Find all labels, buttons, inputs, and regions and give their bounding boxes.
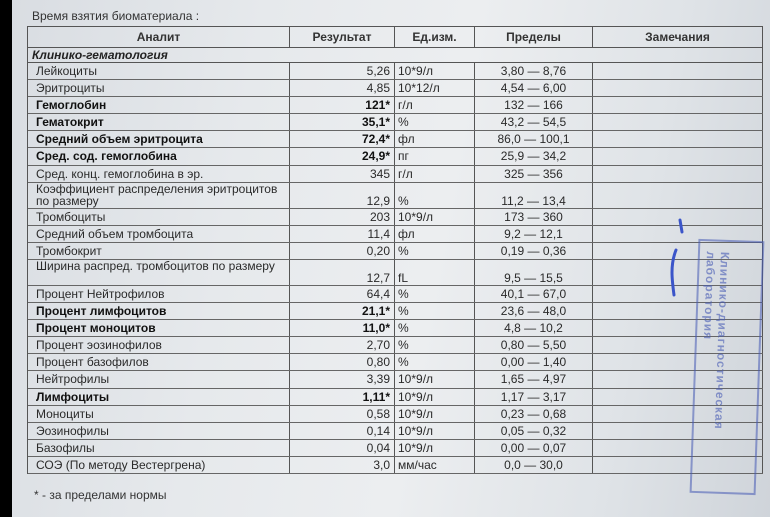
result-value: 12,7 — [290, 260, 395, 285]
result-value: 64,4 — [290, 286, 395, 302]
col-range: Пределы — [475, 27, 593, 47]
table-row — [28, 183, 763, 209]
reference-range: 1,65 — 4,97 — [475, 371, 593, 387]
table-header — [28, 27, 763, 48]
reference-range: 4,54 — 6,00 — [475, 80, 593, 96]
notes-cell — [593, 148, 763, 164]
reference-range: 40,1 — 67,0 — [475, 286, 593, 302]
unit-value: 10*9/л — [395, 371, 475, 387]
analyte-name: Сред. конц. гемоглобина в эр. — [28, 166, 290, 182]
result-value: 21,1* — [290, 303, 395, 319]
reference-range: 9,2 — 12,1 — [475, 226, 593, 242]
table-row — [28, 286, 763, 303]
reference-range: 11,2 — 13,4 — [475, 183, 593, 208]
col-analyte: Аналит — [28, 27, 290, 47]
reference-range: 3,80 — 8,76 — [475, 63, 593, 79]
analyte-name: Базофилы — [28, 440, 290, 456]
unit-value: 10*9/л — [395, 423, 475, 439]
analyte-name: Средний объем эритроцита — [28, 131, 290, 147]
unit-value: 10*9/л — [395, 406, 475, 422]
result-value: 24,9* — [290, 148, 395, 164]
notes-cell — [593, 166, 763, 182]
table-row — [28, 166, 763, 183]
unit-value: мм/час — [395, 457, 475, 473]
col-notes: Замечания — [593, 27, 763, 47]
unit-value: фл — [395, 226, 475, 242]
analyte-name: Эритроциты — [28, 80, 290, 96]
table-row — [28, 303, 763, 320]
result-value: 345 — [290, 166, 395, 182]
result-value: 1,11* — [290, 389, 395, 405]
reference-range: 23,6 — 48,0 — [475, 303, 593, 319]
result-value: 0,20 — [290, 243, 395, 259]
notes-cell — [593, 183, 763, 208]
notes-cell — [593, 63, 763, 79]
table-row — [28, 148, 763, 165]
table-row — [28, 63, 763, 80]
analyte-name: Моноциты — [28, 406, 290, 422]
result-value: 3,39 — [290, 371, 395, 387]
unit-value: % — [395, 243, 475, 259]
footnote: * - за пределами нормы — [34, 488, 167, 502]
unit-value: % — [395, 354, 475, 370]
result-value: 11,4 — [290, 226, 395, 242]
reference-range: 173 — 360 — [475, 209, 593, 225]
results-table — [27, 26, 763, 474]
notes-cell — [593, 97, 763, 113]
analyte-name: СОЭ (По методу Вестергрена) — [28, 457, 290, 473]
reference-range: 0,00 — 0,07 — [475, 440, 593, 456]
table-row — [28, 131, 763, 148]
reference-range: 132 — 166 — [475, 97, 593, 113]
table-row — [28, 440, 763, 457]
reference-range: 4,8 — 10,2 — [475, 320, 593, 336]
result-value: 4,85 — [290, 80, 395, 96]
reference-range: 0,0 — 30,0 — [475, 457, 593, 473]
col-result: Результат — [290, 27, 395, 47]
reference-range: 325 — 356 — [475, 166, 593, 182]
analyte-name: Нейтрофилы — [28, 371, 290, 387]
lab-stamp — [690, 239, 765, 495]
analyte-name: Гематокрит — [28, 114, 290, 130]
result-value: 72,4* — [290, 131, 395, 147]
analyte-name: Гемоглобин — [28, 97, 290, 113]
result-value: 0,58 — [290, 406, 395, 422]
analyte-name: Тромбоциты — [28, 209, 290, 225]
unit-value: 10*9/л — [395, 389, 475, 405]
sample-time-label: Время взятия биоматериала : — [32, 9, 200, 23]
table-row — [28, 423, 763, 440]
notes-cell — [593, 131, 763, 147]
table-row — [28, 243, 763, 260]
reference-range: 0,19 — 0,36 — [475, 243, 593, 259]
analyte-name: Лимфоциты — [28, 389, 290, 405]
analyte-name: Процент Нейтрофилов — [28, 286, 290, 302]
table-row — [28, 457, 763, 474]
result-value: 121* — [290, 97, 395, 113]
reference-range: 1,17 — 3,17 — [475, 389, 593, 405]
reference-range: 0,00 — 1,40 — [475, 354, 593, 370]
unit-value: 10*12/л — [395, 80, 475, 96]
reference-range: 43,2 — 54,5 — [475, 114, 593, 130]
unit-value: г/л — [395, 166, 475, 182]
unit-value: % — [395, 303, 475, 319]
reference-range: 86,0 — 100,1 — [475, 131, 593, 147]
table-row — [28, 371, 763, 388]
table-row — [28, 226, 763, 243]
analyte-name: Ширина распред. тромбоцитов по размеру — [28, 260, 290, 285]
notes-cell — [593, 80, 763, 96]
result-value: 0,14 — [290, 423, 395, 439]
results-rows — [28, 63, 763, 474]
unit-value: % — [395, 337, 475, 353]
lab-report-sheet — [12, 0, 770, 517]
unit-value: % — [395, 320, 475, 336]
result-value: 203 — [290, 209, 395, 225]
result-value: 35,1* — [290, 114, 395, 130]
unit-value: 10*9/л — [395, 440, 475, 456]
result-value: 11,0* — [290, 320, 395, 336]
unit-value: фл — [395, 131, 475, 147]
analyte-name: Процент базофилов — [28, 354, 290, 370]
result-value: 0,80 — [290, 354, 395, 370]
unit-value: 10*9/л — [395, 209, 475, 225]
stamp-text: Клинико-диагностическая лаборатория — [700, 251, 733, 430]
result-value: 0,04 — [290, 440, 395, 456]
unit-value: г/л — [395, 97, 475, 113]
reference-range: 0,23 — 0,68 — [475, 406, 593, 422]
table-row — [28, 354, 763, 371]
analyte-name: Процент лимфоцитов — [28, 303, 290, 319]
unit-value: % — [395, 183, 475, 208]
analyte-name: Сред. сод. гемоглобина — [28, 148, 290, 164]
table-row — [28, 389, 763, 406]
result-value: 12,9 — [290, 183, 395, 208]
analyte-name: Эозинофилы — [28, 423, 290, 439]
reference-range: 0,05 — 0,32 — [475, 423, 593, 439]
table-row — [28, 260, 763, 286]
analyte-name: Тромбокрит — [28, 243, 290, 259]
analyte-name: Средний объем тромбоцита — [28, 226, 290, 242]
table-row — [28, 406, 763, 423]
analyte-name: Процент эозинофилов — [28, 337, 290, 353]
table-row — [28, 80, 763, 97]
unit-value: пг — [395, 148, 475, 164]
section-title: Клинико-гематология — [28, 48, 763, 63]
col-unit: Ед.изм. — [395, 27, 475, 47]
result-value: 3,0 — [290, 457, 395, 473]
table-row — [28, 209, 763, 226]
unit-value: % — [395, 286, 475, 302]
unit-value: % — [395, 114, 475, 130]
table-row — [28, 114, 763, 131]
unit-value: 10*9/л — [395, 63, 475, 79]
pen-mark-icon — [662, 210, 692, 300]
table-row — [28, 97, 763, 114]
result-value: 2,70 — [290, 337, 395, 353]
result-value: 5,26 — [290, 63, 395, 79]
analyte-name: Лейкоциты — [28, 63, 290, 79]
notes-cell — [593, 114, 763, 130]
analyte-name: Коэффициент распределения эритроцитов по размеру — [28, 183, 290, 208]
reference-range: 0,80 — 5,50 — [475, 337, 593, 353]
reference-range: 25,9 — 34,2 — [475, 148, 593, 164]
reference-range: 9,5 — 15,5 — [475, 260, 593, 285]
analyte-name: Процент моноцитов — [28, 320, 290, 336]
table-row — [28, 320, 763, 337]
unit-value: fL — [395, 260, 475, 285]
table-row — [28, 337, 763, 354]
